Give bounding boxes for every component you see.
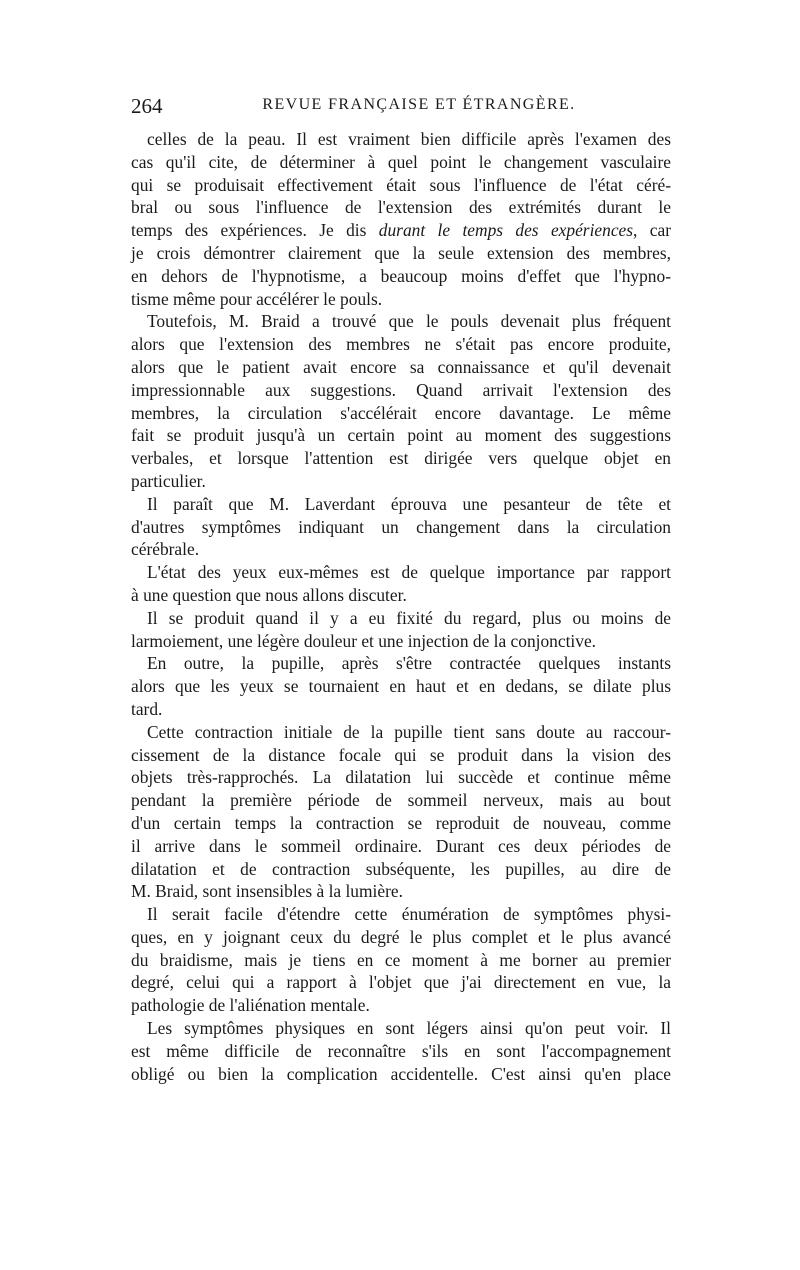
text-line: larmoiement, une légère douleur et une injection de la conjonctive. <box>131 630 597 651</box>
text-line: M. Braid, sont insensibles à la lumière. <box>131 881 403 902</box>
body-text <box>131 128 671 1085</box>
text-line: Toutefois, M. Braid a trouvé que le pouls devenait plus fréquent <box>147 311 671 332</box>
text-line: tisme même pour accélérer le pouls. <box>131 288 383 309</box>
paragraph <box>131 493 671 561</box>
paragraph <box>131 652 671 720</box>
paragraph <box>131 310 671 492</box>
paragraph <box>131 607 671 653</box>
text-line: En outre, la pupille, après s'être contractée quelques instants <box>147 653 671 674</box>
paragraph <box>131 1017 671 1085</box>
text-line: qui se produisait effectivement était sous l'influence de l'état céré- <box>131 174 671 195</box>
text-line: dilatation et de contraction subséquente, les pupilles, au dire de <box>131 858 671 879</box>
text-line: cas qu'il cite, de déterminer à quel point le changement vasculaire <box>131 151 671 172</box>
text-line: à une question que nous allons discuter. <box>131 584 407 605</box>
text-line: particulier. <box>131 470 206 491</box>
document-page <box>131 94 671 1085</box>
text-line: verbales, et lorsque l'attention est dirigée vers quelque objet en <box>131 448 671 469</box>
text-line: tard. <box>131 698 163 719</box>
running-head: REVUE FRANÇAISE ET ÉTRANGÈRE. <box>262 96 576 113</box>
text-line: bral ou sous l'influence de l'extension des extrémités durant le <box>131 197 671 218</box>
text-line: alors que le patient avait encore sa connaissance et qu'il devenait <box>131 356 671 377</box>
text-line: membres, la circulation s'accélérait encore davantage. Le même <box>131 402 671 423</box>
text-line: du braidisme, mais je tiens en ce moment à me borner au premier <box>131 949 671 970</box>
text-line: temps des expériences. Je dis durant le temps des expériences, car <box>131 220 671 241</box>
paragraph <box>131 128 671 310</box>
text-line: obligé ou bien la complication accidentelle. C'est ainsi qu'en place <box>131 1063 671 1084</box>
text-line: pathologie de l'aliénation mentale. <box>131 995 370 1016</box>
text-line: cérébrale. <box>131 539 200 560</box>
text-line: Cette contraction initiale de la pupille tient sans doute au raccour- <box>147 721 671 742</box>
paragraph <box>131 903 671 1017</box>
text-line: celles de la peau. Il est vraiment bien difficile après l'examen des <box>147 129 671 149</box>
text-line: alors que les yeux se tournaient en haut et en dedans, se dilate plus <box>131 676 671 697</box>
paragraph <box>131 561 671 607</box>
text-line: cissement de la distance focale qui se produit dans la vision des <box>131 744 671 765</box>
text-line: fait se produit jusqu'à un certain point au moment des suggestions <box>131 425 671 446</box>
text-line: objets très-rapprochés. La dilatation lui succède et continue même <box>131 767 671 788</box>
text-line: alors que l'extension des membres ne s'était pas encore produite, <box>131 334 671 355</box>
text-line: est même difficile de reconnaître s'ils en sont l'accompagnement <box>131 1040 671 1061</box>
text-line: Il paraît que M. Laverdant éprouva une pesanteur de tête et <box>147 493 671 514</box>
text-line: il arrive dans le sommeil ordinaire. Durant ces deux périodes de <box>131 835 671 856</box>
text-line: je crois démontrer clairement que la seule extension des membres, <box>131 242 671 263</box>
text-line: degré, celui qui a rapport à l'objet que j'ai directement en vue, la <box>131 972 671 993</box>
text-line: Il serait facile d'étendre cette énumération de symptômes physi- <box>147 904 671 925</box>
text-line: pendant la première période de sommeil nerveux, mais au bout <box>131 790 671 811</box>
paragraph <box>131 721 671 903</box>
text-line: d'un certain temps la contraction se reproduit de nouveau, comme <box>131 812 671 833</box>
text-line: en dehors de l'hypnotisme, a beaucoup moins d'effet que l'hypno- <box>131 265 671 286</box>
page-header <box>131 94 671 120</box>
text-line: L'état des yeux eux-mêmes est de quelque importance par rapport <box>147 562 671 583</box>
text-line: impressionnable aux suggestions. Quand arrivait l'extension des <box>131 379 671 400</box>
text-line: d'autres symptômes indiquant un changement dans la circulation <box>131 516 671 537</box>
page-number: 264 <box>131 94 163 118</box>
text-line: ques, en y joignant ceux du degré le plus complet et le plus avancé <box>131 926 671 947</box>
text-line: Il se produit quand il y a eu fixité du regard, plus ou moins de <box>147 607 671 628</box>
text-line: Les symptômes physiques en sont légers ainsi qu'on peut voir. Il <box>147 1018 671 1039</box>
